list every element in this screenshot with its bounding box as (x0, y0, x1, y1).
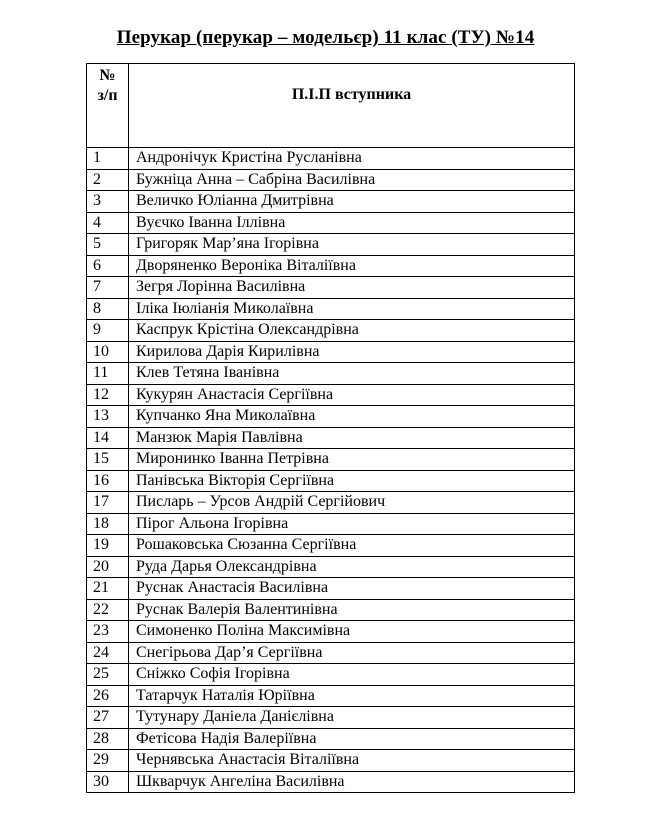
applicant-name: Пірог Альона Ігорівна (129, 513, 575, 535)
row-number: 29 (87, 750, 129, 772)
table-row (87, 535, 575, 557)
row-number: 6 (87, 255, 129, 277)
table-row (87, 449, 575, 471)
applicant-name: Каспрук Крістіна Олександрівна (129, 320, 575, 342)
table-body (87, 148, 575, 793)
table-row (87, 642, 575, 664)
table-row (87, 406, 575, 428)
applicant-name: Миронинко Іванна Петрівна (129, 449, 575, 471)
table-row (87, 664, 575, 686)
table-row (87, 556, 575, 578)
row-number: 26 (87, 685, 129, 707)
applicants-table (86, 63, 575, 793)
row-number: 5 (87, 234, 129, 256)
row-number: 14 (87, 427, 129, 449)
table-row (87, 255, 575, 277)
applicant-name: Руснак Валерія Валентинівна (129, 599, 575, 621)
table-row (87, 148, 575, 170)
applicant-name: Писларь – Урсов Андрій Сергійович (129, 492, 575, 514)
table-row (87, 685, 575, 707)
table-row (87, 750, 575, 772)
table-row (87, 470, 575, 492)
table-row (87, 341, 575, 363)
row-number: 13 (87, 406, 129, 428)
table-row (87, 384, 575, 406)
applicant-name: Григоряк Мар’яна Ігорівна (129, 234, 575, 256)
row-number: 8 (87, 298, 129, 320)
applicant-name: Руснак Анастасія Василівна (129, 578, 575, 600)
applicant-name: Тутунару Даніела Данієлівна (129, 707, 575, 729)
header-name-cell: П.І.П вступника (129, 64, 575, 148)
table-row (87, 191, 575, 213)
applicant-name: Снегірьова Дар’я Сергіївна (129, 642, 575, 664)
row-number: 16 (87, 470, 129, 492)
row-number: 23 (87, 621, 129, 643)
applicant-name: Зегря Лорінна Василівна (129, 277, 575, 299)
applicant-name: Шкварчук Ангеліна Василівна (129, 771, 575, 793)
table-row (87, 277, 575, 299)
table-row (87, 427, 575, 449)
table-row (87, 513, 575, 535)
table-header-row (87, 64, 575, 148)
applicant-name: Панівська Вікторія Сергіївна (129, 470, 575, 492)
row-number: 21 (87, 578, 129, 600)
row-number: 11 (87, 363, 129, 385)
applicant-name: Симоненко Поліна Максимівна (129, 621, 575, 643)
header-number-abbrev: з/п (97, 87, 118, 104)
applicant-name: Купчанко Яна Миколаївна (129, 406, 575, 428)
row-number: 1 (87, 148, 129, 170)
table-row (87, 578, 575, 600)
table-row (87, 707, 575, 729)
table-row (87, 621, 575, 643)
table-row (87, 212, 575, 234)
applicant-name: Клев Тетяна Іванівна (129, 363, 575, 385)
table-row (87, 169, 575, 191)
table-row (87, 234, 575, 256)
applicant-name: Андронічук Кристіна Русланівна (129, 148, 575, 170)
applicant-name: Фетісова Надія Валеріївна (129, 728, 575, 750)
row-number: 4 (87, 212, 129, 234)
applicant-name: Татарчук Наталія Юріївна (129, 685, 575, 707)
table-row (87, 363, 575, 385)
applicant-name: Чернявська Анастасія Віталіївна (129, 750, 575, 772)
applicant-name: Рошаковська Сюзанна Сергіївна (129, 535, 575, 557)
row-number: 7 (87, 277, 129, 299)
row-number: 2 (87, 169, 129, 191)
row-number: 3 (87, 191, 129, 213)
row-number: 15 (87, 449, 129, 471)
applicant-name: Дворяненко Вероніка Віталіївна (129, 255, 575, 277)
row-number: 17 (87, 492, 129, 514)
table-row (87, 728, 575, 750)
table-row (87, 599, 575, 621)
table-row (87, 492, 575, 514)
row-number: 24 (87, 642, 129, 664)
applicant-name: Руда Дарья Олександрівна (129, 556, 575, 578)
table-row (87, 298, 575, 320)
row-number: 20 (87, 556, 129, 578)
applicant-name: Кирилова Дарія Кирилівна (129, 341, 575, 363)
row-number: 19 (87, 535, 129, 557)
row-number: 22 (87, 599, 129, 621)
header-number-cell (87, 64, 129, 148)
applicant-name: Бужніца Анна – Сабріна Василівна (129, 169, 575, 191)
row-number: 25 (87, 664, 129, 686)
applicant-name: Іліка Іюліанія Миколаївна (129, 298, 575, 320)
row-number: 12 (87, 384, 129, 406)
row-number: 30 (87, 771, 129, 793)
document-title: Перукар (перукар – модельєр) 11 клас (ТУ) №14 (116, 27, 535, 48)
row-number: 9 (87, 320, 129, 342)
applicant-name: Величко Юліанна Дмитрівна (129, 191, 575, 213)
header-number-symbol: № (99, 67, 116, 84)
applicant-name: Сніжко Софія Ігорівна (129, 664, 575, 686)
row-number: 27 (87, 707, 129, 729)
table-row (87, 320, 575, 342)
applicant-name: Вуєчко Іванна Іллівна (129, 212, 575, 234)
applicant-name: Манзюк Марія Павлівна (129, 427, 575, 449)
row-number: 28 (87, 728, 129, 750)
applicant-name: Кукурян Анастасія Сергіївна (129, 384, 575, 406)
table-row (87, 771, 575, 793)
row-number: 10 (87, 341, 129, 363)
row-number: 18 (87, 513, 129, 535)
